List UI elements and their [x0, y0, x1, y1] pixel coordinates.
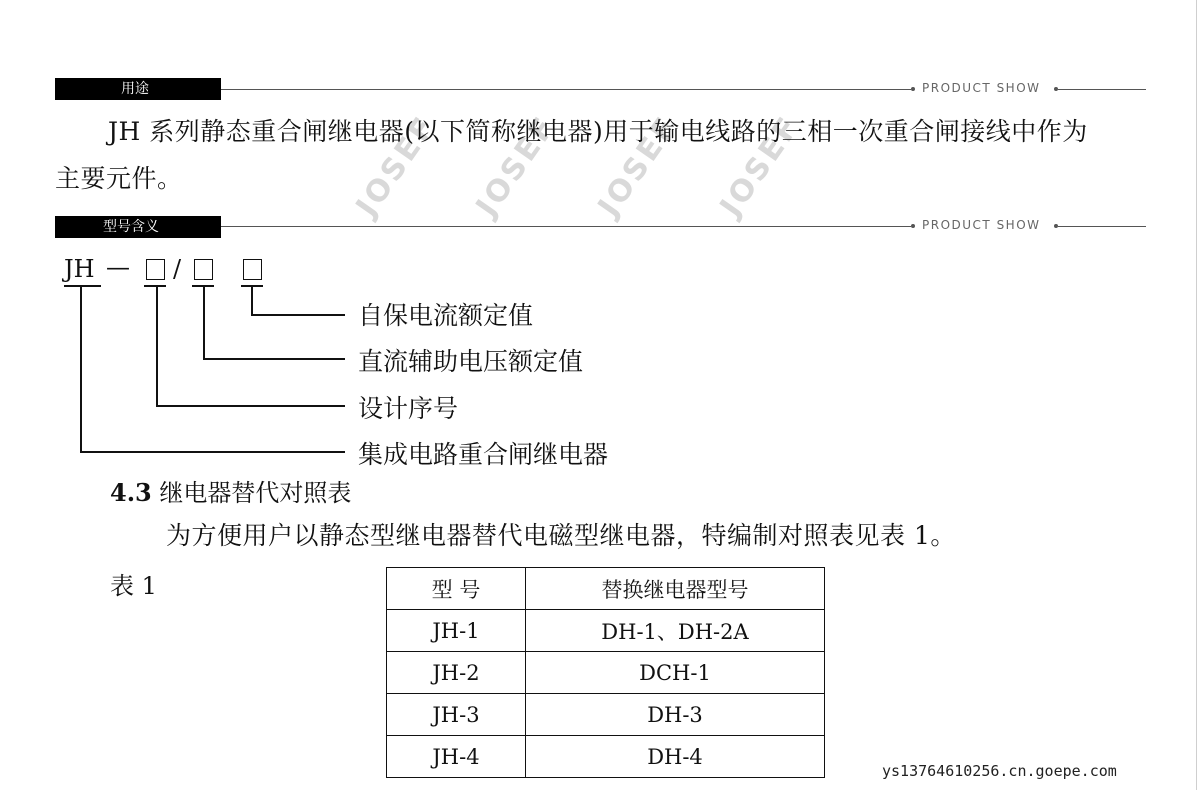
section-label: PRODUCT SHOW [922, 218, 1041, 232]
leader-line [156, 285, 158, 406]
watermark-text: JOSEF [713, 109, 808, 223]
table-cell: DH-3 [526, 694, 825, 736]
meaning-dc-voltage: 直流辅助电压额定值 [358, 347, 584, 376]
section-tag-model-meaning [55, 216, 221, 238]
model-box-current [243, 259, 262, 280]
model-slash: / [173, 255, 182, 283]
section-heading [110, 473, 351, 508]
table-row [387, 736, 825, 778]
section-tag-text: 用途 [121, 81, 149, 97]
underline [64, 285, 101, 287]
comparison-table [386, 567, 825, 778]
table-header: 型 号 [387, 568, 526, 610]
meaning-design-number: 设计序号 [358, 394, 459, 423]
model-dash: — [106, 253, 130, 281]
model-box-design [146, 259, 165, 280]
section-intro: 为方便用户以静态型继电器替代电磁型继电器，特编制对照表见表 1。 [166, 521, 956, 550]
watermark-text: JOSEF [591, 109, 686, 223]
table-row [387, 610, 825, 652]
section-rule [1058, 226, 1146, 227]
section-rule [1058, 89, 1146, 90]
table-label: 表 1 [110, 572, 157, 600]
meaning-relay-type: 集成电路重合闸继电器 [358, 440, 609, 469]
section-title: 继电器替代对照表 [159, 479, 352, 507]
table-cell: JH-3 [387, 694, 526, 736]
rule-dot [911, 224, 915, 228]
model-prefix: JH [64, 255, 95, 283]
section-rule [221, 89, 911, 90]
section-rule [221, 226, 911, 227]
underline [144, 285, 166, 287]
section-tag-usage [55, 78, 221, 100]
usage-line-1: JH 系列静态重合闸继电器(以下简称继电器)用于输电线路的三相一次重合闸接线中作为 [108, 117, 1088, 146]
meaning-current-rating: 自保电流额定值 [358, 301, 534, 330]
table-cell: JH-2 [387, 652, 526, 694]
leader-line [80, 451, 345, 453]
footer-url: ys13764610256.cn.goepe.com [882, 762, 1117, 780]
table-cell: DH-1、DH-2A [526, 610, 825, 652]
table-row [387, 694, 825, 736]
table-header-row [387, 568, 825, 610]
table-cell: DCH-1 [526, 652, 825, 694]
section-tag-text: 型号含义 [103, 219, 159, 235]
table-cell: JH-1 [387, 610, 526, 652]
section-number: 4.3 [110, 478, 152, 507]
leader-line [156, 405, 345, 407]
section-label: PRODUCT SHOW [922, 81, 1041, 95]
model-box-voltage [194, 259, 213, 280]
table-cell: JH-4 [387, 736, 526, 778]
table-row [387, 652, 825, 694]
leader-line [203, 358, 345, 360]
watermark-text: JOSEF [349, 109, 444, 223]
leader-line [80, 285, 82, 452]
table-header: 替换继电器型号 [526, 568, 825, 610]
leader-line [203, 285, 205, 359]
leader-line [251, 285, 253, 315]
table-cell: DH-4 [526, 736, 825, 778]
rule-dot [911, 87, 915, 91]
watermark-text: JOSEF [469, 109, 564, 223]
leader-line [251, 314, 345, 316]
page-right-border [1196, 0, 1197, 790]
usage-line-2: 主要元件。 [55, 164, 183, 193]
